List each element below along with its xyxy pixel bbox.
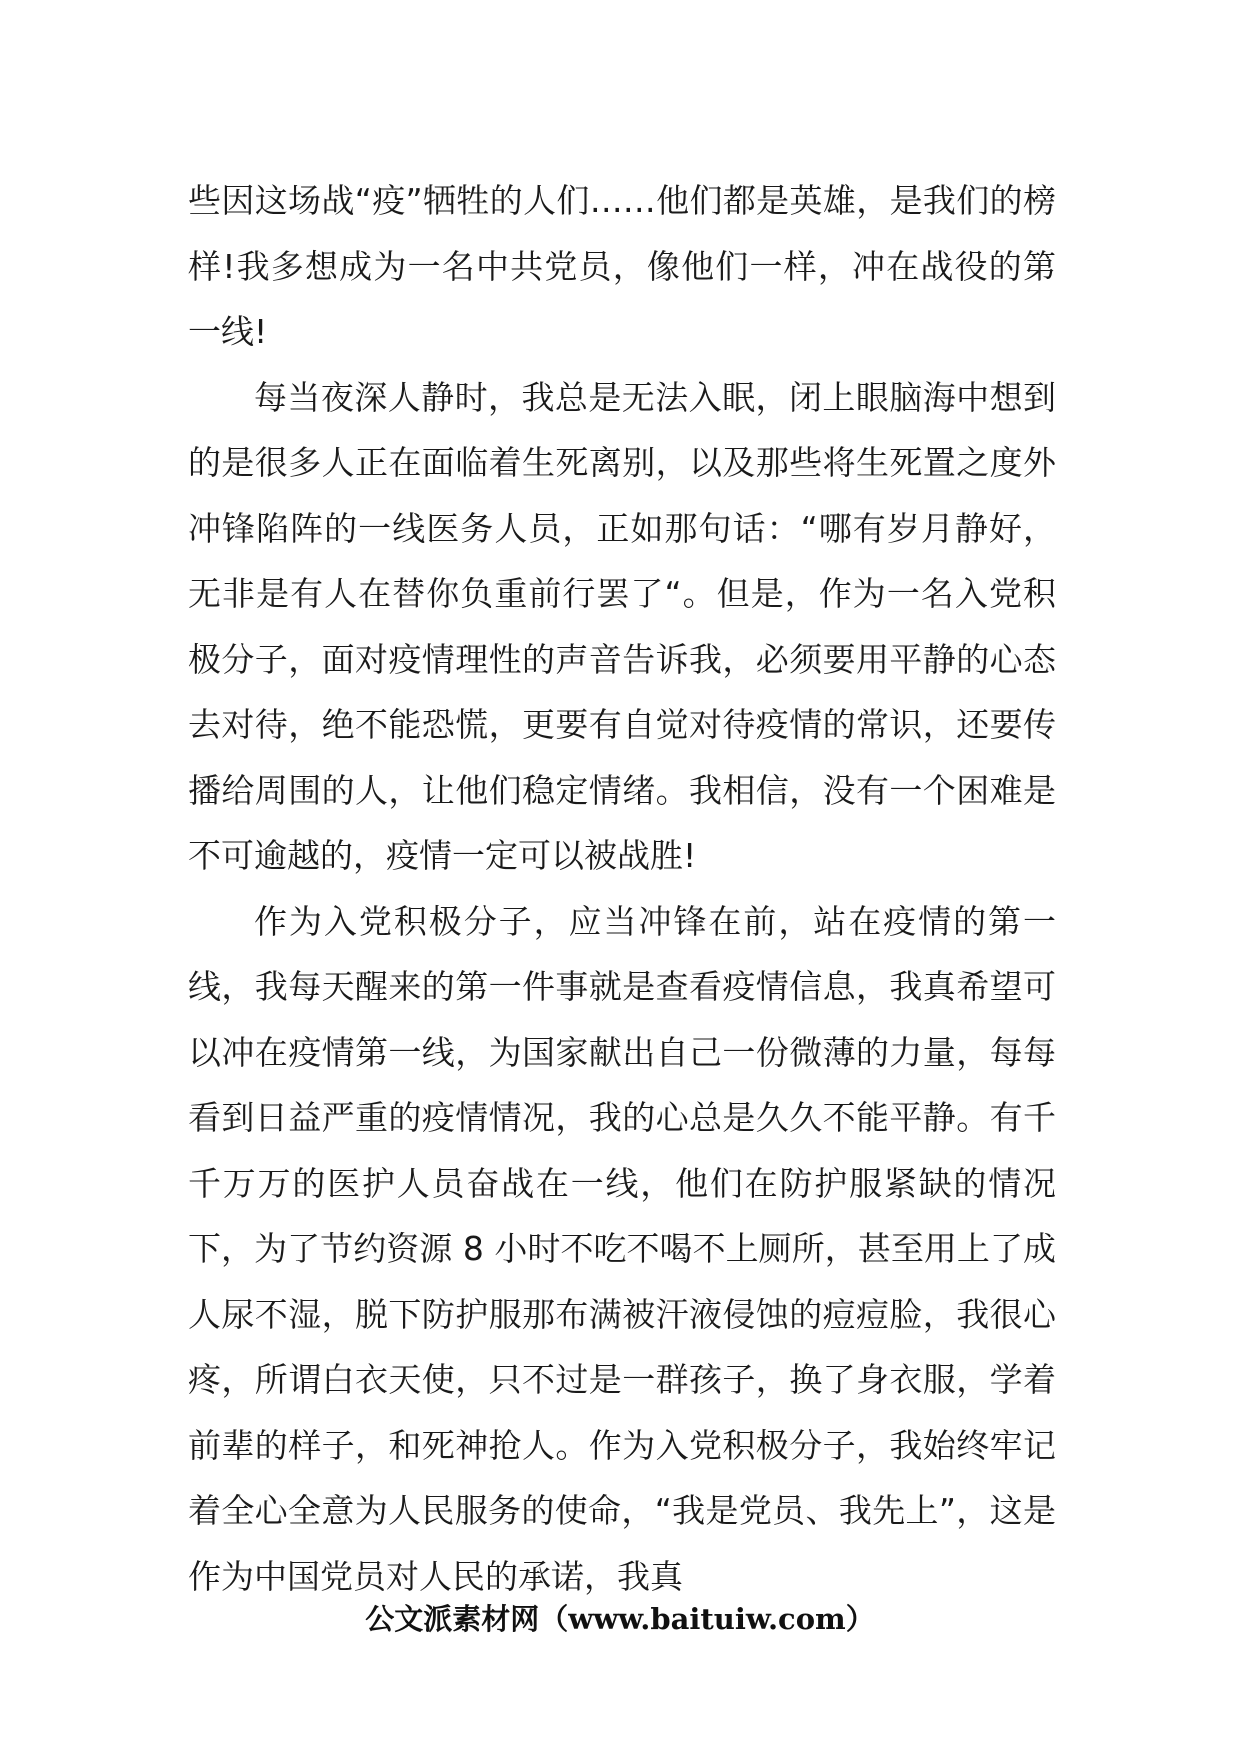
footer-watermark: 公文派素材网（www.baituiw.com） bbox=[365, 1602, 875, 1636]
paragraph-night-reflection: 每当夜深人静时，我总是无法入眠，闭上眼脑海中想到的是很多人正在面临着生死离别，以及那些将生死置之度外冲锋陷阵的一线医务人员，正如那句话：“哪有岁月静好，无非是有人在替你负重前行罢了“。但是，作为一名入党积极分子，面对疫情理性的声音告诉我，必须要用平静的心态去对待，绝不能恐慌，更要有自觉对待疫情的常识，还要传播给周围的人，让他们稳定情绪。我相信，没有一个困难是不可逾越的，疫情一定可以被战胜! bbox=[188, 377, 1056, 875]
paragraph-frontline-commitment: 作为入党积极分子，应当冲锋在前，站在疫情的第一线，我每天醒来的第一件事就是查看疫情信息，我真希望可以冲在疫情第一线，为国家献出自己一份微薄的力量，每每看到日益严重的疫情情况，我的心总是久久不能平静。有千千万万的医护人员奋战在一线，他们在防护服紧缺的情况下，为了节约资源 8 小时不吃不喝不上厕所，甚至用上了成人尿不湿，脱下防护服那布满被汗液侵蚀的痘痘脸，我很心疼，所谓白衣天使，只不过是一群孩子，换了身衣服，学着前辈的样子，和死神抢人。作为入党积极分子，我始终牢记着全心全意为人民服务的使命，“我是党员、我先上”，这是作为中国党员对人民的承诺，我真 bbox=[188, 901, 1056, 1596]
document-body bbox=[188, 168, 1056, 1609]
paragraph-continuation: 些因这场战“疫”牺牲的人们……他们都是英雄，是我们的榜样!我多想成为一名中共党员，像他们一样，冲在战役的第一线! bbox=[188, 181, 1056, 351]
